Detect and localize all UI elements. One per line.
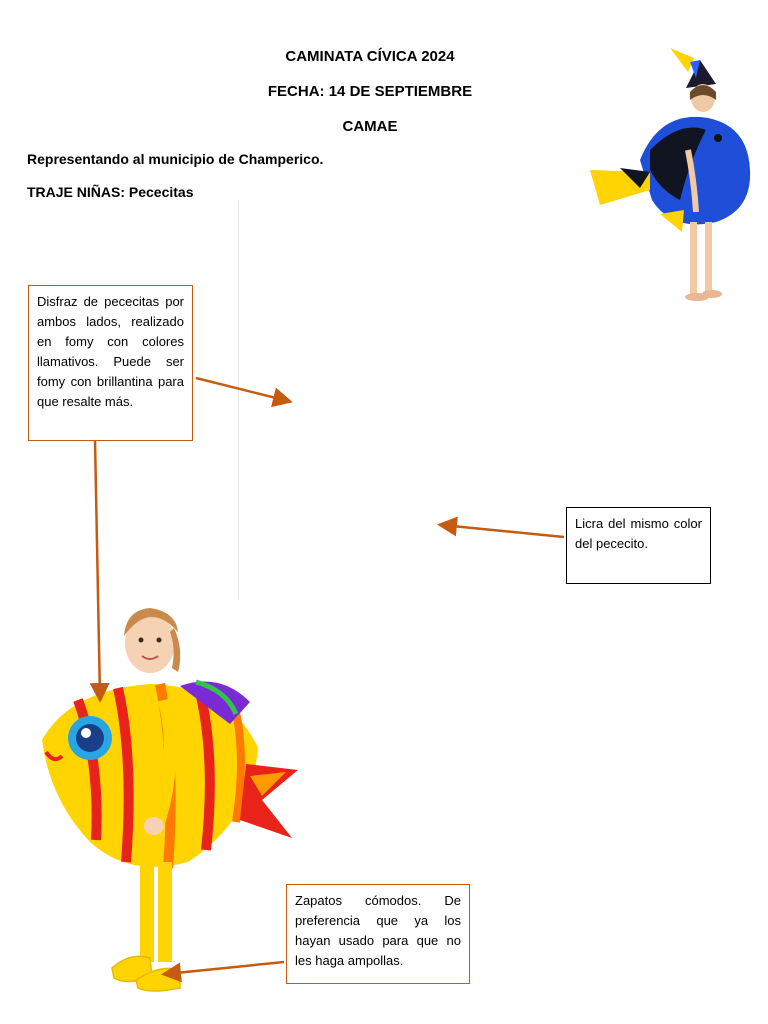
arrow-to-fish-costume: [95, 440, 100, 698]
document-date: FECHA: 14 DE SEPTIEMBRE: [267, 83, 473, 100]
lycra-note-text: Licra del mismo color del pececito.: [575, 516, 702, 551]
arrow-to-shoes: [166, 962, 284, 974]
costume-note-text: Disfraz de pececitas por ambos lados, realizado en fomy con colores llamativos. Puede ser fomy con brillantina para que resalte más.: [37, 294, 184, 409]
costume-note-box: [28, 285, 193, 441]
lycra-note-box: [566, 507, 711, 584]
blue-fish-costume-picture: [590, 48, 750, 301]
document-title: CAMINATA CÍVICA 2024: [285, 48, 455, 65]
arrow-to-costume-area: [196, 378, 288, 401]
arrow-to-lycra-area: [442, 525, 564, 537]
shoes-note-box: [286, 884, 470, 984]
organization-name: CAMAE: [342, 118, 398, 135]
shoes-note-text: Zapatos cómodos. De preferencia que ya los hayan usado para que no les haga ampollas.: [295, 893, 461, 968]
represent-line: Representando al municipio de Champerico.: [27, 151, 324, 167]
tropical-fish-costume-picture: [42, 608, 298, 991]
costume-line: TRAJE NIÑAS: Pececitas: [27, 184, 194, 200]
